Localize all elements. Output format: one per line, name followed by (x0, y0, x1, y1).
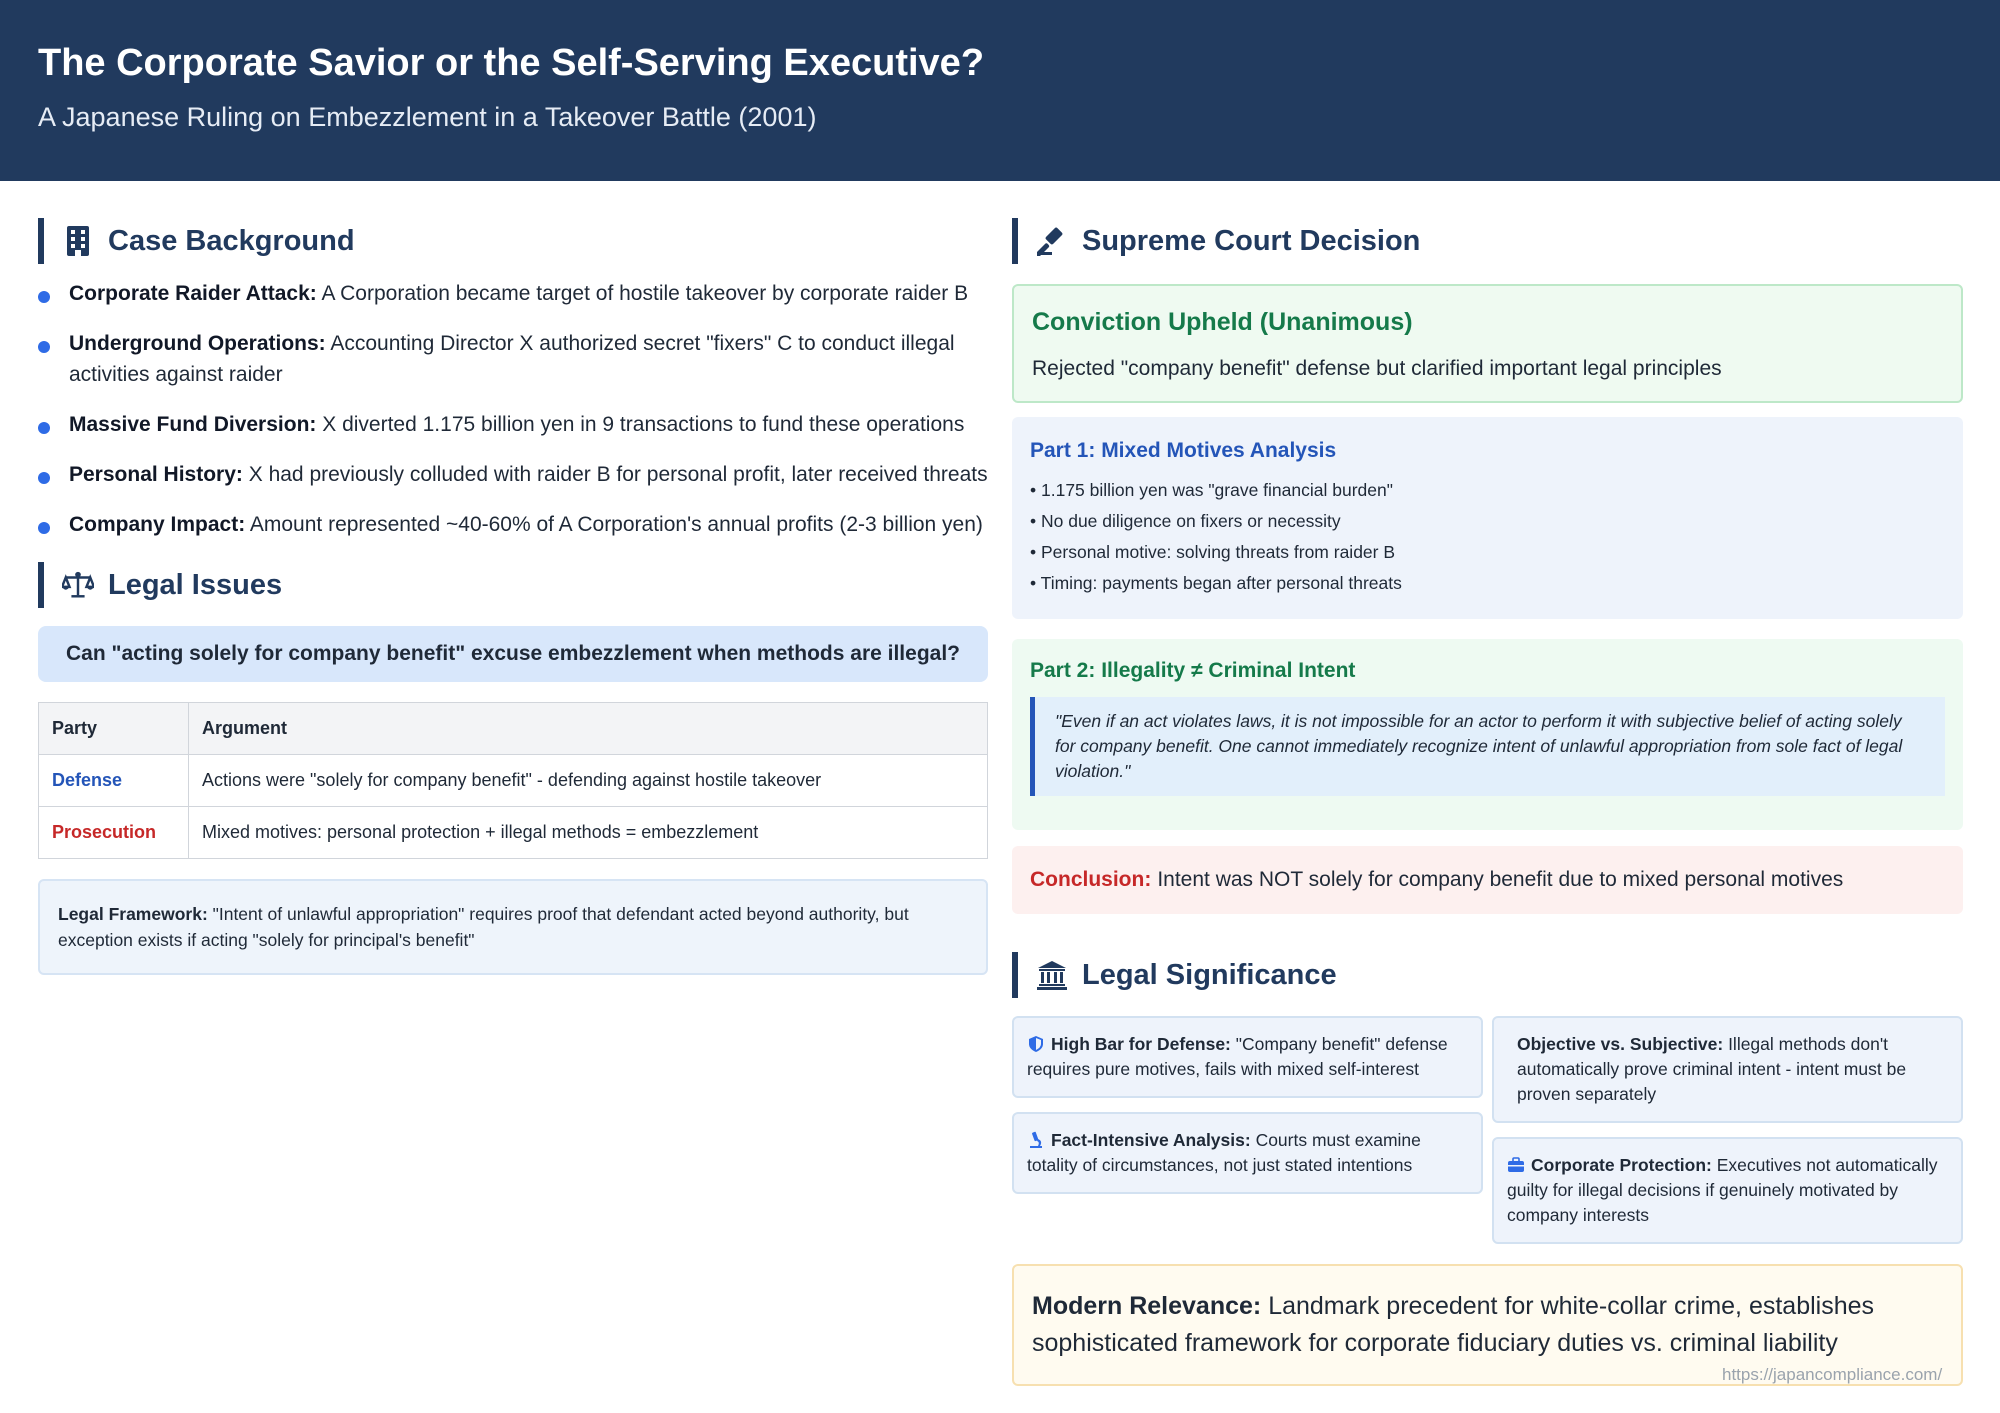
key-question: Can "acting solely for company benefit" excuse embezzlement when methods are illegal? (38, 626, 988, 682)
building-icon (62, 225, 94, 257)
shield-icon (1027, 1035, 1045, 1053)
card-label: High Bar for Defense: (1051, 1034, 1231, 1054)
framework-text: "Intent of unlawful appropriation" requires proof that defendant acted beyond authority, but exception exists if acting "solely for principal's benefit" (58, 904, 909, 950)
framework-label: Legal Framework: (58, 904, 208, 924)
item-text: Accounting Director X authorized secret "fixers" C to conduct illegal activities against raider (69, 332, 955, 386)
item-label: Corporate Raider Attack: (69, 282, 317, 305)
supreme-court-title: Supreme Court Decision (1082, 224, 1421, 257)
header-banner (0, 0, 2000, 181)
legal-significance-heading (1012, 952, 1963, 998)
arguments-table (38, 702, 988, 859)
item-label: Massive Fund Diversion: (69, 413, 317, 436)
significance-grid (1012, 1016, 1963, 1258)
bullet-dot (38, 422, 50, 434)
briefcase-icon (1507, 1156, 1525, 1174)
significance-column-left (1012, 1016, 1483, 1258)
microscope-icon (1027, 1131, 1045, 1149)
card-text: Executives not automatically guilty for illegal decisions if genuinely motivated by company interests (1507, 1155, 1938, 1225)
conclusion-text: Intent was NOT solely for company benefit due to mixed personal motives (1157, 868, 1844, 891)
case-background-title: Case Background (108, 224, 355, 257)
column-header-argument: Argument (189, 703, 988, 755)
column-header-party: Party (39, 703, 189, 755)
scales-icon (62, 569, 94, 601)
list-item: • 1.175 billion yen was "grave financial burden" (1030, 480, 1393, 500)
legal-issues-title: Legal Issues (108, 568, 283, 601)
list-item (38, 459, 988, 490)
part1-list (1030, 475, 1945, 599)
page-subtitle: A Japanese Ruling on Embezzlement in a Takeover Battle (2001) (38, 102, 817, 132)
item-label: Underground Operations: (69, 332, 326, 355)
party-defense: Defense (39, 755, 189, 807)
list-item (38, 509, 988, 540)
card-text: "Company benefit" defense requires pure motives, fails with mixed self-interest (1027, 1034, 1448, 1079)
conviction-upheld-box (1012, 284, 1963, 403)
list-item (38, 278, 988, 309)
argument-defense: Actions were "solely for company benefit" - defending against hostile takeover (189, 755, 988, 807)
right-column (1012, 218, 1963, 1386)
significance-card (1012, 1016, 1483, 1098)
case-background-heading (38, 218, 988, 264)
part1-box (1012, 417, 1963, 619)
conclusion-box (1012, 846, 1963, 914)
list-item (38, 328, 988, 390)
page-title: The Corporate Savior or the Self-Serving Executive? (38, 42, 985, 84)
upheld-text: Rejected "company benefit" defense but clarified important legal principles (1032, 357, 1722, 380)
upheld-title: Conviction Upheld (Unanimous) (1032, 308, 1413, 336)
significance-card (1492, 1137, 1963, 1244)
left-column (38, 218, 988, 975)
list-item (38, 409, 988, 440)
list-item: • Personal motive: solving threats from raider B (1030, 542, 1396, 562)
supreme-court-heading (1012, 218, 1963, 264)
source-url: https://japancompliance.com/ (1722, 1365, 1943, 1384)
modern-text: Landmark precedent for white-collar crime, establishes sophisticated framework for corporate fiduciary duties vs. criminal liability (1032, 1292, 1875, 1357)
legal-issues-heading (38, 562, 988, 608)
part2-box (1012, 639, 1963, 830)
court-quote: "Even if an act violates laws, it is not impossible for an actor to perform it with subjective belief of acting solely for company benefit. One cannot immediately recognize intent of unlawful appropriation from sole fact of legal violation." (1030, 697, 1945, 796)
bullet-dot (38, 472, 50, 484)
bullet-dot (38, 291, 50, 303)
table-row (39, 755, 988, 807)
card-text: Courts must examine totality of circumstances, not just stated intentions (1027, 1130, 1421, 1175)
item-text: X had previously colluded with raider B for personal profit, later received threats (242, 463, 988, 486)
bullet-dot (38, 341, 50, 353)
item-text: X diverted 1.175 billion yen in 9 transactions to fund these operations (316, 413, 965, 436)
part2-title: Part 2: Illegality ≠ Criminal Intent (1030, 659, 1356, 682)
bullet-dot (38, 522, 50, 534)
list-item: • Timing: payments began after personal threats (1030, 573, 1402, 593)
institution-icon (1036, 959, 1068, 991)
item-text: Amount represented ~40-60% of A Corporation's annual profits (2-3 billion yen) (245, 513, 983, 536)
card-label: Corporate Protection: (1531, 1155, 1712, 1175)
significance-card (1492, 1016, 1963, 1123)
card-label: Objective vs. Subjective: (1517, 1034, 1724, 1054)
item-label: Personal History: (69, 463, 243, 486)
table-header-row (39, 703, 988, 755)
legal-significance-title: Legal Significance (1082, 958, 1337, 991)
modern-label: Modern Relevance: (1032, 1292, 1262, 1320)
table-row (39, 807, 988, 859)
item-label: Company Impact: (69, 513, 246, 536)
significance-card (1012, 1112, 1483, 1194)
item-text: A Corporation became target of hostile takeover by corporate raider B (316, 282, 969, 305)
conclusion-label: Conclusion: (1030, 868, 1152, 891)
card-text: Illegal methods don't automatically prove criminal intent - intent must be proven separately (1517, 1034, 1907, 1104)
legal-framework-box (38, 879, 988, 975)
argument-prosecution: Mixed motives: personal protection + illegal methods = embezzlement (189, 807, 988, 859)
party-prosecution: Prosecution (39, 807, 189, 859)
gavel-icon (1036, 225, 1068, 257)
card-label: Fact-Intensive Analysis: (1051, 1130, 1251, 1150)
significance-column-right (1492, 1016, 1963, 1258)
background-list (38, 278, 988, 540)
list-item: • No due diligence on fixers or necessity (1030, 511, 1341, 531)
part1-title: Part 1: Mixed Motives Analysis (1030, 439, 1337, 462)
